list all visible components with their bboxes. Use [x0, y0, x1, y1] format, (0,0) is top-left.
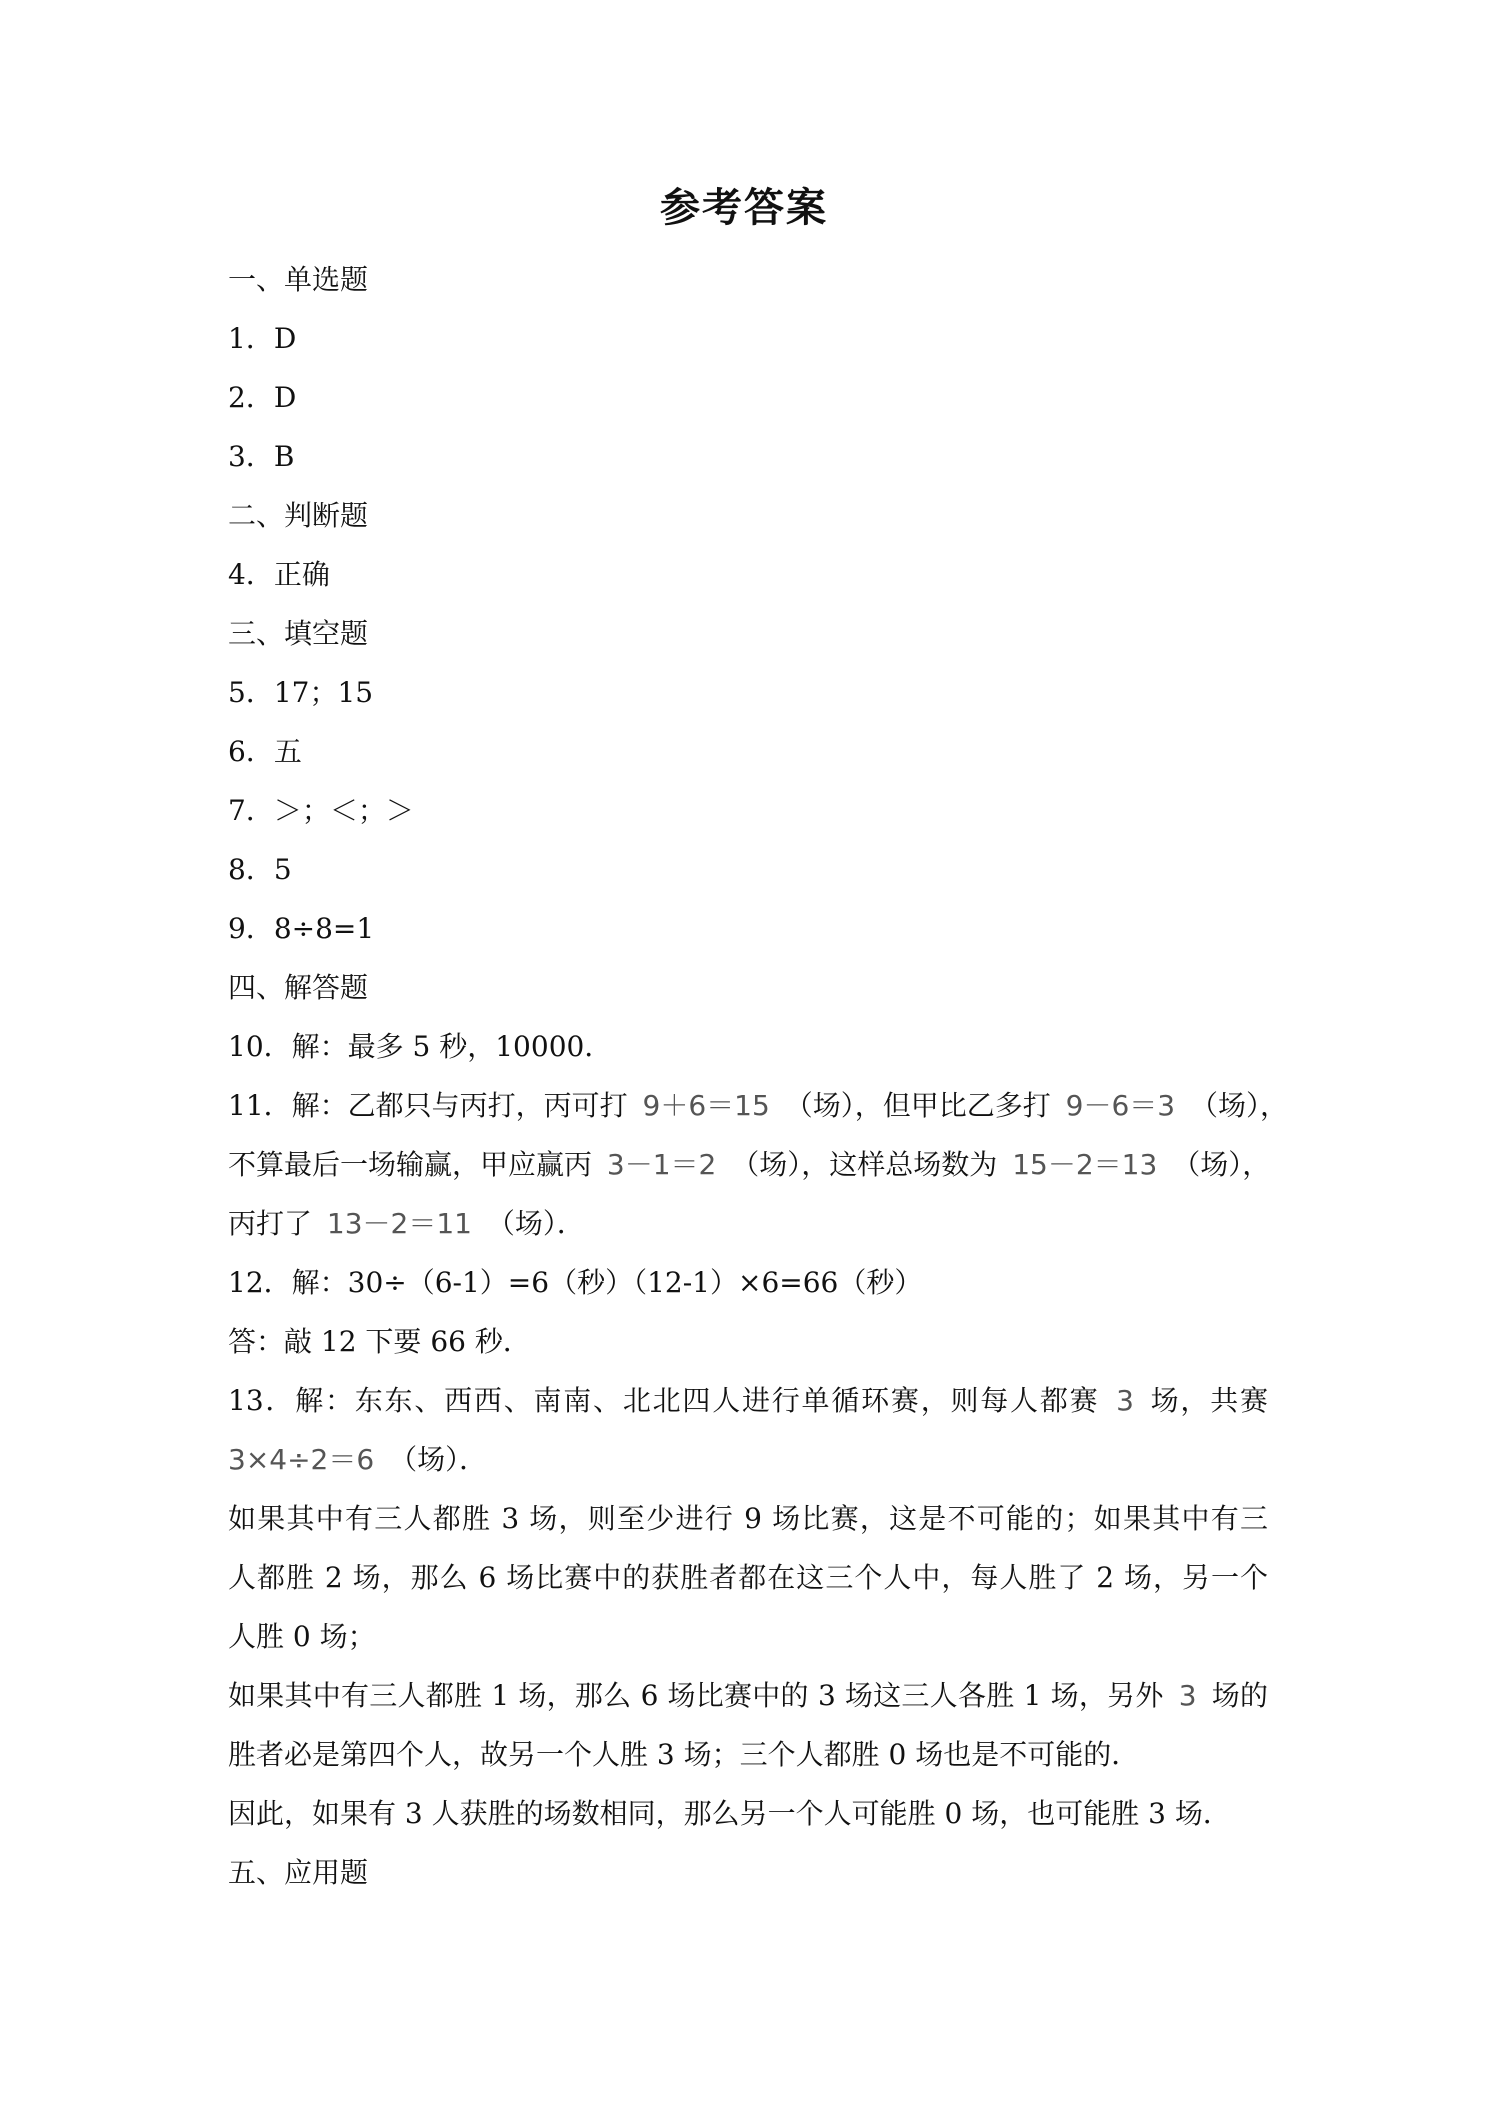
text-segment: （场），这样总场数为: [731, 1148, 998, 1181]
text-segment: 场的: [1211, 1679, 1268, 1712]
answer-13-line-1: [228, 1371, 1268, 1430]
section-heading-true-false: 二、判断题: [228, 499, 369, 532]
text-segment: 13．解：东东、西西、南南、北北四人进行单循环赛，则每人都赛: [228, 1384, 1100, 1417]
page-title: 参考答案: [660, 185, 828, 231]
paragraph-2-line-2: 胜者必是第四个人，故另一个人胜 3 场；三个人都胜 0 场也是不可能的．: [228, 1738, 1140, 1771]
text-segment: （场）．: [389, 1443, 488, 1476]
paragraph-2-line-1: [228, 1666, 1268, 1725]
answer-7: 7．＞；＜；＞: [228, 794, 414, 827]
answer-11-line-1: [228, 1076, 1289, 1135]
formula: 3: [1116, 1384, 1134, 1417]
answer-8: 8．5: [228, 853, 292, 886]
formula: 15－2＝13: [1012, 1148, 1158, 1181]
section-heading-application: 五、应用题: [228, 1856, 369, 1889]
section-heading-solutions: 四、解答题: [228, 971, 369, 1004]
formula: 3－1＝2: [606, 1148, 717, 1181]
answer-10: 10．解：最多 5 秒，10000．: [228, 1030, 613, 1063]
answer-11-line-3: [228, 1194, 1268, 1253]
answer-3: 3．B: [228, 440, 295, 473]
formula: 3: [1178, 1679, 1197, 1712]
answer-2: 2．D: [228, 381, 297, 414]
text-segment: 丙打了: [228, 1207, 313, 1240]
answer-content: [228, 250, 1289, 1902]
answer-11-line-2: [228, 1135, 1271, 1194]
text-segment: （场），但甲比乙多打: [784, 1089, 1051, 1122]
formula: 9－6＝3: [1065, 1089, 1176, 1122]
paragraph-3: 因此，如果有 3 人获胜的场数相同，那么另一个人可能胜 0 场，也可能胜 3 场．: [228, 1797, 1231, 1830]
answer-12-line-2: 答：敲 12 下要 66 秒．: [228, 1325, 531, 1358]
section-heading-fill-blank: 三、填空题: [228, 617, 369, 650]
answer-12-line-1: 12．解：30÷（6-1）=6（秒）（12-1）×6=66（秒）: [228, 1266, 923, 1299]
paragraph-1-line-2: 人都胜 2 场，那么 6 场比赛中的获胜者都在这三个人中，每人胜了 2 场，另一个: [228, 1561, 1268, 1594]
text-segment: （场）．: [486, 1207, 585, 1240]
answer-1: 1．D: [228, 322, 297, 355]
answer-13-line-2: [228, 1430, 1268, 1489]
formula: 3×4÷2＝6: [228, 1443, 375, 1476]
text-segment: （场），: [1190, 1089, 1289, 1122]
formula: 9＋6＝15: [642, 1089, 770, 1122]
text-segment: 如果其中有三人都胜 1 场，那么 6 场比赛中的 3 场这三人各胜 1 场，另外: [228, 1679, 1164, 1712]
answer-9: 9．8÷8=1: [228, 912, 375, 945]
answer-5: 5．17；15: [228, 676, 374, 709]
text-segment: 不算最后一场输赢，甲应赢丙: [228, 1148, 593, 1181]
text-segment: （场），: [1172, 1148, 1271, 1181]
text-segment: 场，共赛: [1150, 1384, 1268, 1417]
paragraph-1-line-1: 如果其中有三人都胜 3 场，则至少进行 9 场比赛，这是不可能的；如果其中有三: [228, 1502, 1268, 1535]
text-segment: 11．解：乙都只与丙打，丙可打: [228, 1089, 628, 1122]
section-heading-single-choice: 一、单选题: [228, 263, 369, 296]
formula: 13－2＝11: [326, 1207, 472, 1240]
paragraph-1-line-3: 人胜 0 场；: [228, 1620, 376, 1653]
answer-6: 6．五: [228, 735, 302, 768]
answer-4: 4．正确: [228, 558, 330, 591]
